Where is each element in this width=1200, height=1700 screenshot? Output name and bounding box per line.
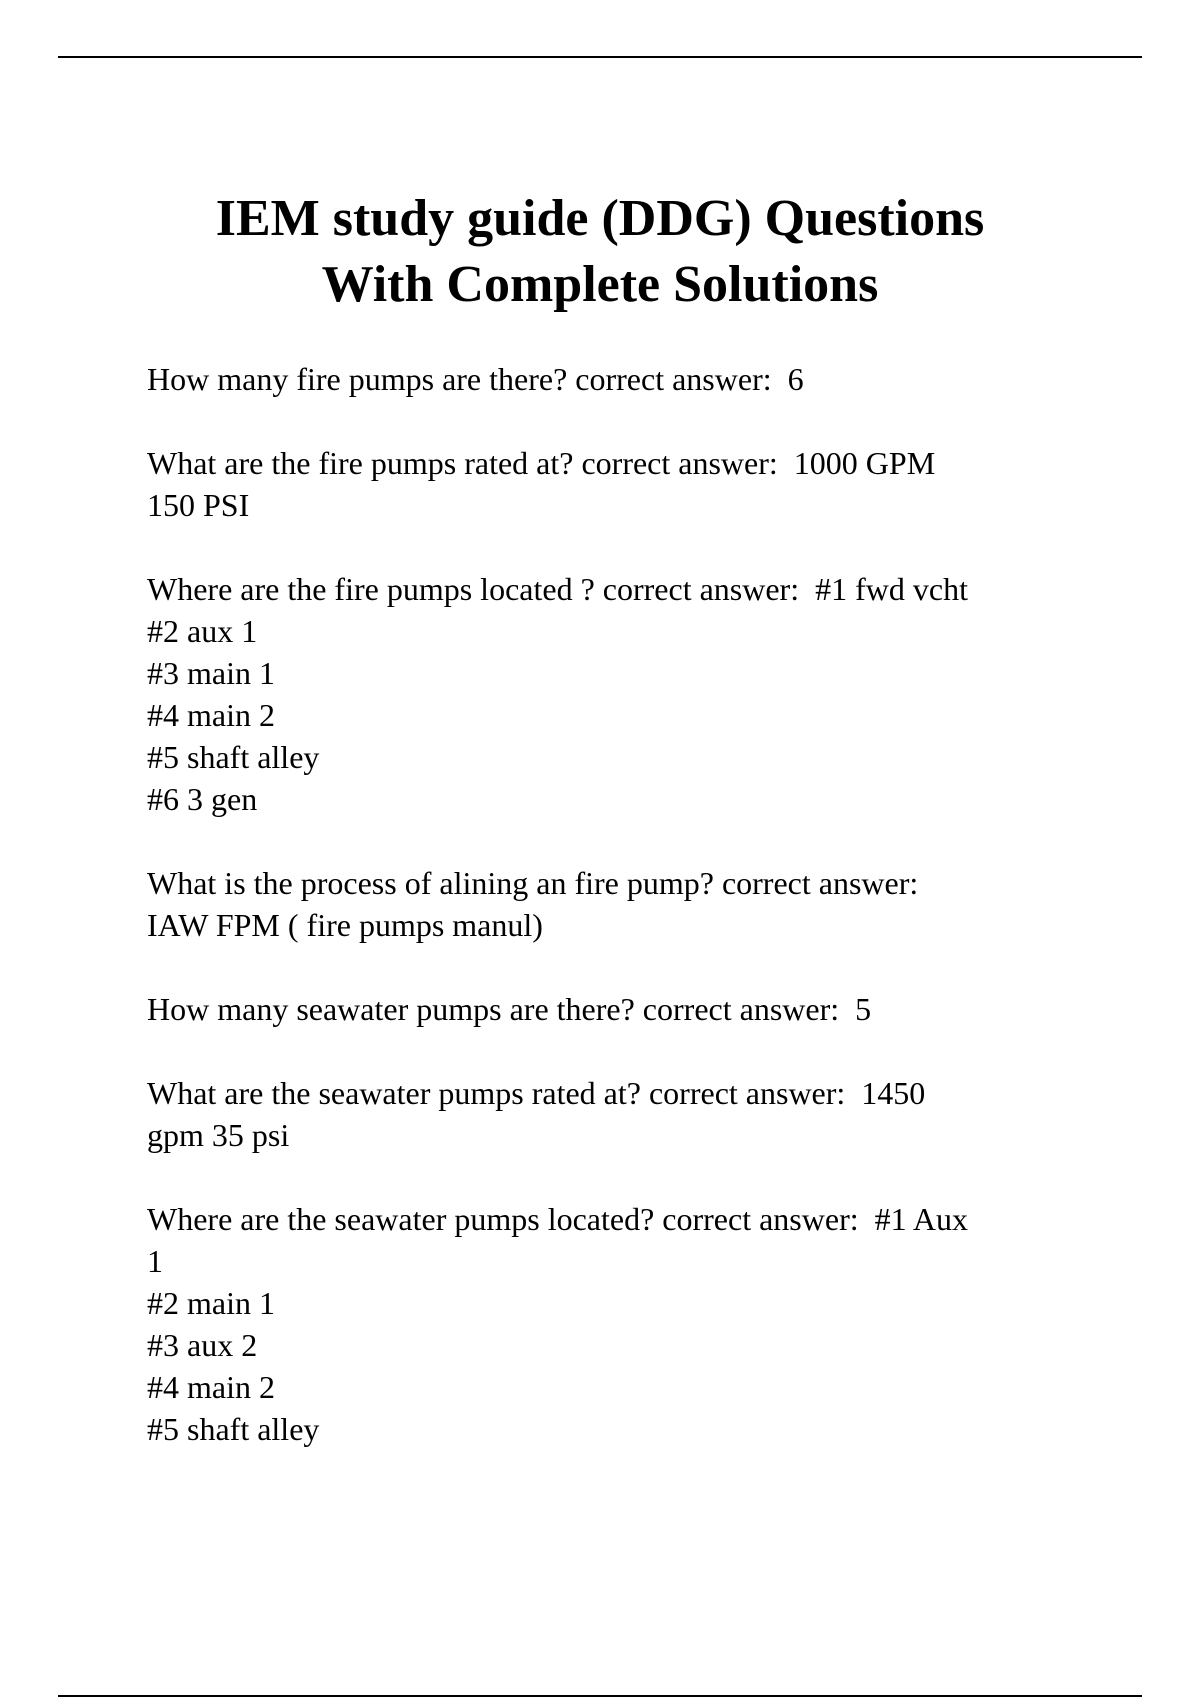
qa-text: #3 main 1 xyxy=(147,655,275,691)
qa-text: #4 main 2 xyxy=(147,1369,275,1405)
qa-item-fire-pump-alignment xyxy=(147,862,1087,946)
qa-text: What is the process of alining an fire pump? correct answer: xyxy=(147,865,919,901)
qa-item-fire-pump-locations xyxy=(147,568,1087,820)
qa-item-seawater-pump-locations xyxy=(147,1198,1087,1450)
qa-item-seawater-pump-count xyxy=(147,988,1087,1030)
qa-text: Where are the fire pumps located ? correct answer: #1 fwd vcht xyxy=(147,571,968,607)
qa-text: #6 3 gen xyxy=(147,781,258,817)
qa-text: How many seawater pumps are there? correct answer: 5 xyxy=(147,991,872,1027)
qa-text: gpm 35 psi xyxy=(147,1117,290,1153)
qa-text: #2 main 1 xyxy=(147,1285,275,1321)
title-line-2: With Complete Solutions xyxy=(321,256,879,313)
qa-text: How many fire pumps are there? correct answer: 6 xyxy=(147,361,804,397)
qa-text: Where are the seawater pumps located? correct answer: #1 Aux xyxy=(147,1201,968,1237)
qa-list xyxy=(147,358,1087,1492)
qa-text: #3 aux 2 xyxy=(147,1327,258,1363)
bottom-rule xyxy=(58,1695,1142,1697)
qa-text: #2 aux 1 xyxy=(147,613,258,649)
qa-text: What are the fire pumps rated at? correct answer: 1000 GPM xyxy=(147,445,936,481)
qa-text: 1 xyxy=(147,1243,163,1279)
page-title xyxy=(0,186,1200,318)
qa-item-fire-pump-count xyxy=(147,358,1087,400)
qa-text: #4 main 2 xyxy=(147,697,275,733)
qa-text: #5 shaft alley xyxy=(147,1411,320,1447)
qa-text: #5 shaft alley xyxy=(147,739,320,775)
qa-item-fire-pump-rating xyxy=(147,442,1087,526)
qa-text: What are the seawater pumps rated at? correct answer: 1450 xyxy=(147,1075,926,1111)
qa-text: 150 PSI xyxy=(147,487,250,523)
title-line-1: IEM study guide (DDG) Questions xyxy=(215,190,985,247)
qa-item-seawater-pump-rating xyxy=(147,1072,1087,1156)
top-rule xyxy=(58,56,1142,58)
qa-text: IAW FPM ( fire pumps manul) xyxy=(147,907,543,943)
